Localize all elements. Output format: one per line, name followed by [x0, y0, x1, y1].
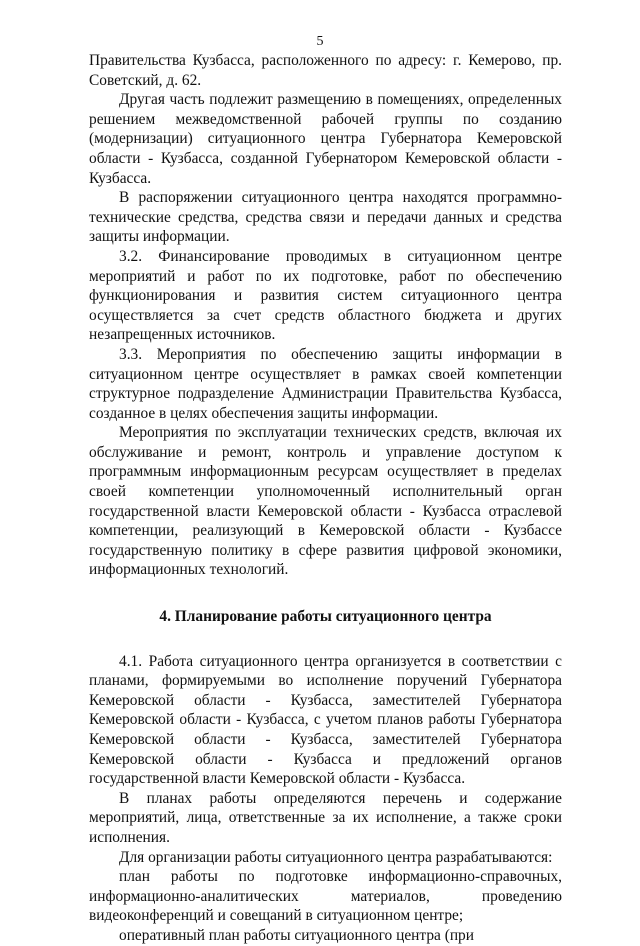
paragraph: 3.2. Финансирование проводимых в ситуационном центре мероприятий и работ по их подготовке, работ по обеспечению функционирования и развития систем ситуационного центра осуществляется за счет средств областного бюджета и других незапрещенных источников.	[89, 247, 562, 344]
paragraph: В распоряжении ситуационного центра находятся программно-технические средства, средства связи и передачи данных и средства защиты информации.	[89, 189, 562, 246]
paragraph: Правительства Кузбасса, расположенного по адресу: г. Кемерово, пр. Советский, д. 62.	[89, 52, 562, 89]
paragraph: Мероприятия по эксплуатации технических средств, включая их обслуживание и ремонт, контроль и управление доступом к программным информационным ресурсам осуществляет в пределах своей компетенции уполномоченный исполнительный орган государственной власти Кемеровской области - Кузбасса отраслевой компетенции, реализующий в Кемеровской области - Кузбассе государственную политику в сфере развития цифровой экономики, информационных технологий.	[89, 424, 562, 579]
document-body	[89, 51, 562, 946]
paragraph: 4.1. Работа ситуационного центра организуется в соответствии с планами, формируемыми во исполнение поручений Губернатора Кемеровской области - Кузбасса, заместителей Губернатора Кемеровской области - Кузбасса, с учетом планов работы Губернатора Кемеровской области - Кузбасса, заместителей Губернатора Кемеровской области - Кузбасса и предложений органов государственной власти Кемеровской области - Кузбасса.	[89, 652, 562, 788]
paragraph: Для организации работы ситуационного центра разрабатываются:	[119, 848, 553, 866]
paragraph: 3.3. Мероприятия по обеспечению защиты информации в ситуационном центре осуществляет в рамках своей компетенции структурное подразделение Администрации Правительства Кузбасса, созданное в целях обеспечения защиты информации.	[89, 345, 562, 422]
paragraph: оперативный план работы ситуационного центра (при	[119, 926, 474, 944]
page-number: 5	[316, 34, 324, 49]
paragraph: план работы по подготовке информационно-справочных, информационно-аналитических материалов, проведению видеоконференций и совещаний в ситуационном центре;	[89, 868, 562, 925]
paragraph: В планах работы определяются перечень и содержание мероприятий, лица, ответственные за их исполнение, а также сроки исполнения.	[89, 789, 562, 846]
section-heading: 4. Планирование работы ситуационного центра	[159, 608, 492, 626]
paragraph: Другая часть подлежит размещению в помещениях, определенных решением межведомственной рабочей группы по созданию (модернизации) ситуационного центра Губернатора Кемеровской области - Кузбасса, созданной Губернатором Кемеровской области - Кузбасса.	[89, 91, 562, 187]
